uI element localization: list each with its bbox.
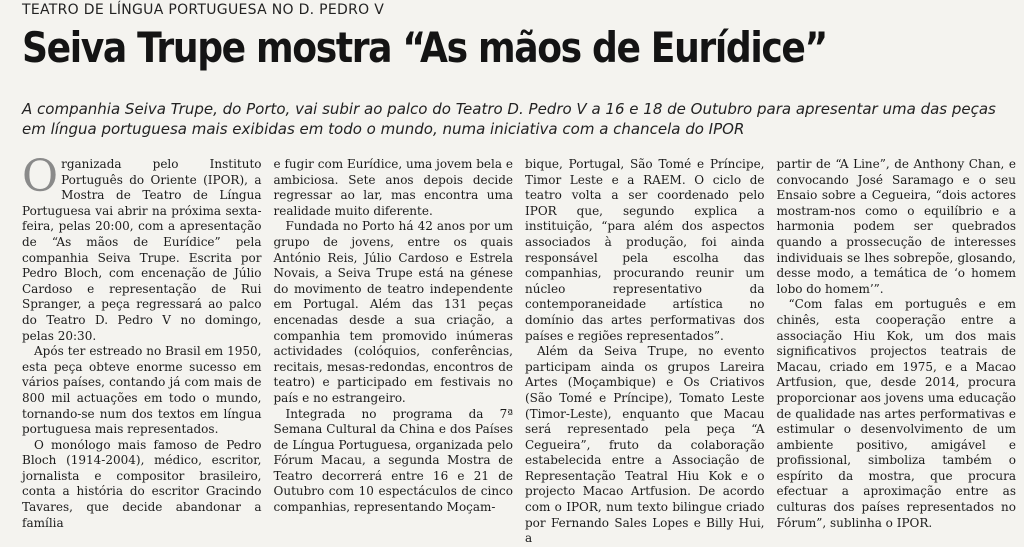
article-body: [22, 151, 1016, 546]
paragraph-text: rganizada pelo Instituto Português do Oriente (IPOR), a Mostra de Teatro de Língua Portuguesa vai abrir na próxima sexta-feira, pelas 20:00, com a apresentação de “As mãos de Eurídice” pela companhia Seiva Trupe. Escrita por Pedro Bloch, com encenação de Júlio Cardoso e representação de Rui Spranger, a peça regressará ao palco do Teatro D. Pedro V no domingo, pelas 20:30.: [22, 157, 262, 343]
column-3: [525, 157, 765, 546]
drop-cap: O: [22, 151, 59, 202]
column-1: [22, 151, 262, 530]
paragraph: Após ter estreado no Brasil em 1950, esta peça obteve enorme sucesso em vários países, contando já com mais de 800 mil actuações em todo o mundo, tornando-se num dos textos em língua portuguesa mais representados.: [22, 344, 262, 437]
headline: Seiva Trupe mostra “As mãos de Eurídice”: [22, 23, 827, 72]
paragraph: O monólogo mais famoso de Pedro Bloch (1914-2004), médico, escritor, jornalista e compositor brasileiro, conta a história do escritor Gracindo Tavares, que decide abandonar a família: [22, 437, 262, 530]
paragraph: partir de “A Line”, de Anthony Chan, e convocando José Saramago e o seu Ensaio sobre a Cegueira, “dois actores mostram-nos como o equilíbrio e a harmonia podem ser quebrados quando a prossecução de interesses individuais se lhes sobrepõe, glosando, desse modo, a temática de ‘o homem lobo do homem’”.: [776, 157, 1016, 296]
lede: A companhia Seiva Trupe, do Porto, vai subir ao palco do Teatro D. Pedro V a 16 e 18 de Outubro para apresentar uma das peças em língua portuguesa mais exibidas em todo o mundo, numa iniciativa com a chancela do IPOR: [22, 100, 996, 138]
paragraph: Integrada no programa da 7ª Semana Cultural da China e dos Países de Língua Portuguesa, organizada pelo Fórum Macau, a segunda Mostra de Teatro decorrerá entre 16 e 21 de Outubro com 10 espectáculos de cinco companhias, representando Moçam-: [273, 406, 513, 515]
section-kicker: TEATRO DE LÍNGUA PORTUGUESA NO D. PEDRO V: [22, 2, 385, 18]
paragraph: Além da Seiva Trupe, no evento participam ainda os grupos Lareira Artes (Moçambique) e Os Criativos (São Tomé e Príncipe), Tomato Leste (Timor-Leste), enquanto que Macau será representado pela peça “A Cegueira”, fruto da colaboração estabelecida entre a Associação de Representação Teatral Hiu Kok e o projecto Macao Artfusion. De acordo com o IPOR, num texto bilingue criado por Fernando Sales Lopes e Billy Hui, a: [525, 344, 765, 546]
paragraph: bique, Portugal, São Tomé e Príncipe, Timor Leste e a RAEM. O ciclo de teatro volta a ser coordenado pelo IPOR que, segundo explica a instituição, “para além dos aspectos associados à produção, foi ainda responsável pela escolha das companhias, procurando reunir um núcleo representativo da contemporaneidade artística no domínio das artes performativas dos países e regiões representados”.: [525, 157, 765, 343]
paragraph: [22, 151, 262, 344]
paragraph: Fundada no Porto há 42 anos por um grupo de jovens, entre os quais António Reis, Júlio Cardoso e Estrela Novais, a Seiva Trupe está na génese do movimento de teatro independente em Portugal. Além das 131 peças encenadas desde a sua criação, a companhia tem promovido inúmeras actividades (colóquios, conferências, recitais, mesas-redondas, encontros de teatro) e participado em festivais no país e no estrangeiro.: [273, 219, 513, 405]
column-4: [776, 157, 1017, 530]
column-2: [274, 157, 514, 519]
paragraph: “Com falas em português e em chinês, esta cooperação entre a associação Hiu Kok, um dos mais significativos projectos teatrais de Macau, criado em 1975, e a Macao Artfusion, que, desde 2014, procura proporcionar aos jovens uma educação de qualidade nas artes performativas e estimular o desenvolvimento de um ambiente positivo, amigável e profissional, simboliza também o espírito da mostra, que procura efectuar a aproximação entre as culturas dos países representados no Fórum”, sublinha o IPOR.: [776, 297, 1016, 530]
paragraph: e fugir com Eurídice, uma jovem bela e ambiciosa. Sete anos depois decide regressar ao lar, mas encontra uma realidade muito diferente.: [273, 157, 513, 218]
